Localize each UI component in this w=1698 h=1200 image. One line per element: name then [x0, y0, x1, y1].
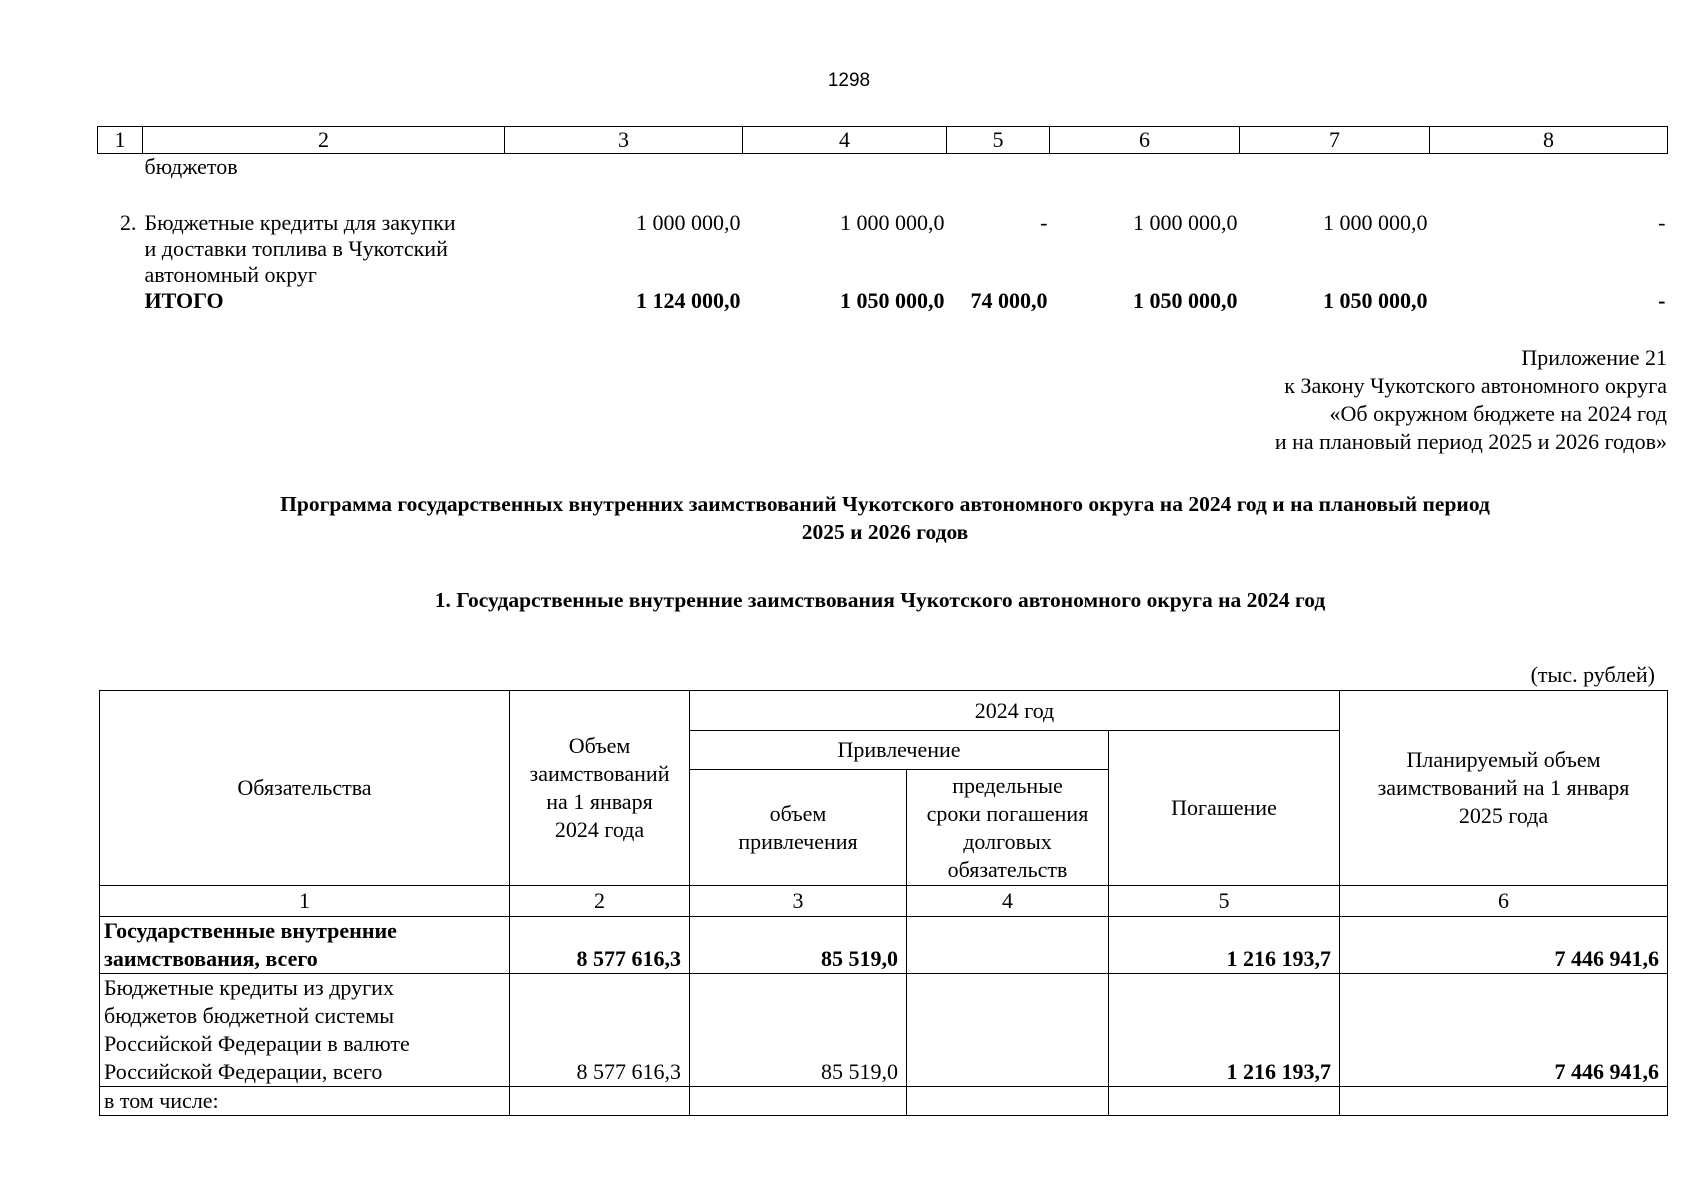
- row-name-line: заимствования, всего: [104, 946, 318, 971]
- row-name-line: Государственные внутренние: [104, 918, 397, 943]
- attraction-volume-cell: 85 519,0: [690, 974, 907, 1087]
- appendix-line: Приложение 21: [1521, 345, 1667, 370]
- header-deadlines: [907, 770, 1109, 886]
- repayment-cell: [1109, 1087, 1340, 1116]
- attraction-volume-cell: 85 519,0: [690, 917, 907, 974]
- row-name-line: Бюджетные кредиты из других: [104, 975, 394, 1000]
- column-number: 3: [505, 127, 743, 154]
- row-number: 2.: [120, 210, 137, 235]
- column-number: 6: [1340, 886, 1668, 917]
- header-line: предельные: [952, 772, 1063, 798]
- borrowings-table: [99, 690, 1668, 1116]
- column-number: 2: [510, 886, 690, 917]
- row-name-line: автономный округ: [144, 262, 317, 287]
- title-line: Программа государственных внутренних заимствований Чукотского автономного округа на 2024 год и на плановый период: [280, 492, 1490, 516]
- row-name-line: в том числе:: [104, 1088, 219, 1113]
- row-name: [100, 1087, 510, 1116]
- page-number: 1298: [827, 70, 871, 91]
- total-value: 1 050 000,0: [840, 288, 945, 313]
- total-value: 1 124 000,0: [636, 288, 741, 313]
- document-title: [150, 490, 1620, 546]
- attraction-volume-cell: [690, 1087, 907, 1116]
- header-year: 2024 год: [690, 691, 1340, 731]
- header-line: долговых: [963, 828, 1052, 854]
- column-number: 6: [1050, 127, 1240, 154]
- section-title: 1. Государственные внутренние заимствования Чукотского автономного округа на 2024 год: [434, 588, 1326, 612]
- total-value: 74 000,0: [970, 288, 1048, 313]
- appendix-note: [1275, 344, 1667, 456]
- column-number: 5: [947, 127, 1050, 154]
- table-row: [100, 917, 1668, 974]
- value-cell: 1 000 000,0: [636, 210, 741, 235]
- appendix-line: «Об окружном бюджете на 2024 год: [1329, 401, 1667, 426]
- row-name-line: Бюджетные кредиты для закупки: [144, 210, 456, 235]
- column-number: 4: [907, 886, 1109, 917]
- header-line: заимствований на 1 января: [1377, 775, 1630, 800]
- column-number: 3: [690, 886, 907, 917]
- appendix-line: к Закону Чукотского автономного округа: [1284, 373, 1667, 398]
- row-name: [100, 974, 510, 1087]
- column-number: 5: [1109, 886, 1340, 917]
- row-name-line: Российской Федерации в валюте: [104, 1031, 410, 1056]
- row-name-line: Российской Федерации, всего: [104, 1059, 383, 1084]
- column-number: 1: [98, 127, 143, 154]
- table-row: [100, 1087, 1668, 1116]
- column-number: 2: [143, 127, 505, 154]
- header-line: привлечения: [738, 828, 858, 854]
- value-cell: -: [1658, 210, 1666, 235]
- header-line: объем: [769, 800, 827, 826]
- row-name-line: бюджетов бюджетной системы: [104, 1003, 395, 1028]
- volume-start-cell: 8 577 616,3: [510, 917, 690, 974]
- value-cell: 1 000 000,0: [1323, 210, 1428, 235]
- header-line: на 1 января: [546, 789, 653, 814]
- total-value: -: [1658, 288, 1666, 313]
- header-line: заимствований: [529, 761, 670, 786]
- row-name: [100, 917, 510, 974]
- volume-start-cell: [510, 1087, 690, 1116]
- column-numbers-row: [100, 886, 1668, 917]
- deadlines-cell: [907, 974, 1109, 1087]
- header-line: 2024 года: [554, 817, 645, 842]
- value-cell: -: [1040, 210, 1048, 235]
- column-numbers-row: [98, 127, 1668, 154]
- total-row: [98, 288, 1668, 314]
- planned-cell: 7 446 941,6: [1340, 917, 1668, 974]
- value-cell: 1 000 000,0: [840, 210, 945, 235]
- header-volume-start: [510, 691, 690, 886]
- continued-text: бюджетов: [144, 154, 238, 179]
- deadlines-cell: [907, 1087, 1109, 1116]
- table-row: [98, 210, 1668, 288]
- column-number: 1: [100, 886, 510, 917]
- column-number: 4: [743, 127, 947, 154]
- continued-row: [98, 154, 1668, 181]
- repayment-cell: 1 216 193,7: [1109, 974, 1340, 1087]
- row-name-line: и доставки топлива в Чукотский: [144, 236, 448, 261]
- total-value: 1 050 000,0: [1323, 288, 1428, 313]
- volume-start-cell: 8 577 616,3: [510, 974, 690, 1087]
- column-number: 8: [1430, 127, 1668, 154]
- total-value: 1 050 000,0: [1133, 288, 1238, 313]
- column-number: 7: [1240, 127, 1430, 154]
- unit-label: (тыс. рублей): [1530, 662, 1655, 687]
- header-attraction-volume: [690, 770, 907, 886]
- header-attraction: Привлечение: [690, 731, 1109, 770]
- deadlines-cell: [907, 917, 1109, 974]
- header-planned: [1340, 691, 1668, 886]
- planned-cell: 7 446 941,6: [1340, 974, 1668, 1087]
- appendix-line: и на плановый период 2025 и 2026 годов»: [1274, 429, 1667, 454]
- total-label: ИТОГО: [144, 288, 224, 313]
- header-line: Планируемый объем: [1406, 747, 1601, 772]
- continued-table: [97, 126, 1668, 314]
- header-line: Объем: [568, 733, 631, 758]
- header-line: сроки погашения: [926, 800, 1089, 826]
- title-line: 2025 и 2026 годов: [801, 520, 969, 544]
- header-line: обязательств: [947, 856, 1068, 882]
- repayment-cell: 1 216 193,7: [1109, 917, 1340, 974]
- table-row: [100, 974, 1668, 1087]
- row-name: [143, 210, 505, 288]
- planned-cell: [1340, 1087, 1668, 1116]
- header-obligations: Обязательства: [100, 691, 510, 886]
- value-cell: 1 000 000,0: [1133, 210, 1238, 235]
- header-line: 2025 года: [1458, 803, 1549, 828]
- header-row: [100, 691, 1668, 731]
- header-repayment: Погашение: [1109, 731, 1340, 886]
